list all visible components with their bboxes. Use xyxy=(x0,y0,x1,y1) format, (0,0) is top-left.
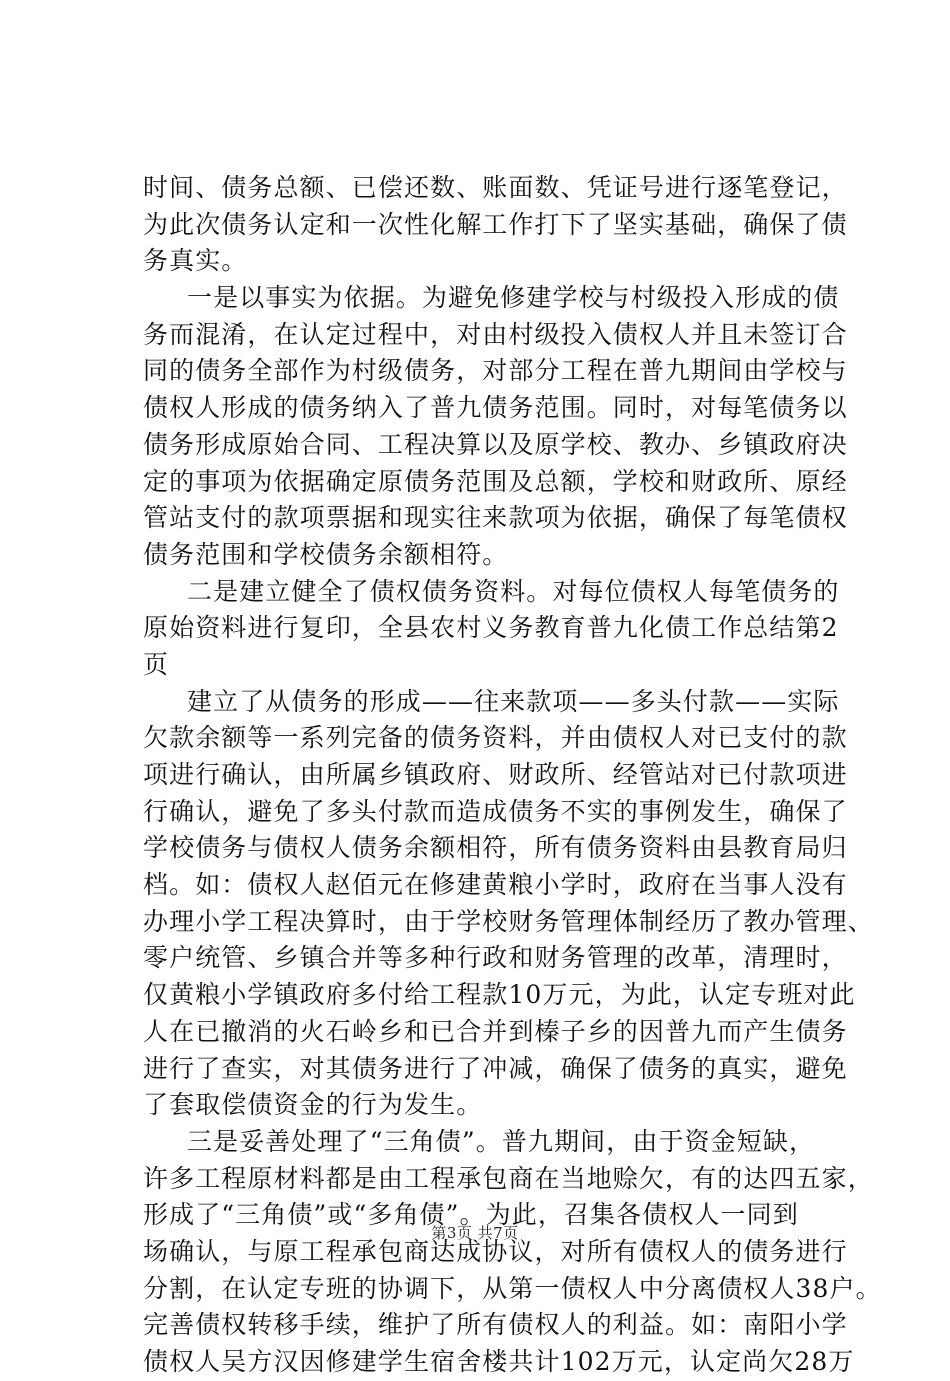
text-line: 务而混淆，在认定过程中，对由村级投入债权人并且未签订合 xyxy=(143,319,848,349)
text-line: 形成了“三角债”或“多角债”。为此，召集各债权人一同到 xyxy=(143,1200,799,1230)
paragraph-start-line: 一是以事实为依据。为避免修建学校与村级投入形成的债 xyxy=(187,283,840,313)
text-line: 原始资料进行复印，全县农村义务教育普九化债工作总结第2 xyxy=(143,613,839,643)
text-line: 管站支付的款项票据和现实往来款项为依据，确保了每笔债权 xyxy=(143,503,848,533)
paragraph-start-line: 三是妥善处理了“三角债”。普九期间，由于资金短缺， xyxy=(187,1126,816,1156)
paragraph-start-line: 二是建立健全了债权债务资料。对每位债权人每笔债务的 xyxy=(187,576,840,606)
text-line: 办理小学工程决算时，由于学校财务管理体制经历了教办管理、 xyxy=(143,906,874,936)
text-line: 仅黄粮小学镇政府多付给工程款10万元，为此，认定专班对此 xyxy=(143,980,856,1010)
text-line: 进行了查实，对其债务进行了冲减，确保了债务的真实，避免 xyxy=(143,1053,848,1083)
text-line: 分割，在认定专班的协调下，从第一债权人中分离债权人38户。 xyxy=(143,1273,882,1303)
text-line: 债权人吴方汉因修建学生宿舍楼共计102万元，认定尚欠28万 xyxy=(143,1347,855,1376)
text-line: 行确认，避免了多头付款而造成债务不实的事例发生，确保了 xyxy=(143,796,848,826)
text-line: 定的事项为依据确定原债务范围及总额，学校和财政所、原经 xyxy=(143,466,848,496)
page-indicator: 第3页 共7页 xyxy=(431,1224,519,1242)
document-body xyxy=(143,170,882,1381)
text-line: 务真实。 xyxy=(143,246,248,276)
text-line: 人在已撤消的火石岭乡和已合并到榛子乡的因普九而产生债务 xyxy=(143,1016,848,1046)
text-line: 零户统管、乡镇合并等多种行政和财务管理的改革，清理时， xyxy=(143,943,848,973)
text-line: 档。如：债权人赵佰元在修建黄粮小学时，政府在当事人没有 xyxy=(143,870,848,900)
text-line: 为此次债务认定和一次性化解工作打下了坚实基础，确保了债 xyxy=(143,209,848,239)
text-line: 页 xyxy=(143,649,170,679)
text-line: 项进行确认，由所属乡镇政府、财政所、经管站对已付款项进 xyxy=(143,760,848,789)
text-line: 债权人形成的债务纳入了普九债务范围。同时，对每笔债务以 xyxy=(143,393,848,423)
text-line: 债务形成原始合同、工程决算以及原学校、教办、乡镇政府决 xyxy=(143,429,848,459)
paragraph-start-line: 建立了从债务的形成——往来款项——多头付款——实际 xyxy=(187,686,840,716)
text-line: 许多工程原材料都是由工程承包商在当地赊欠，有的达四五家， xyxy=(143,1163,874,1193)
text-line: 了套取偿债资金的行为发生。 xyxy=(143,1090,483,1120)
text-line: 学校债务与债权人债务余额相符，所有债务资料由县教育局归 xyxy=(143,833,848,863)
text-line: 欠款余额等一系列完备的债务资料，并由债权人对已支付的款 xyxy=(143,723,848,753)
text-line: 债务范围和学校债务余额相符。 xyxy=(143,539,509,569)
text-line: 同的债务全部作为村级债务，对部分工程在普九期间由学校与 xyxy=(143,356,848,386)
text-line: 场确认，与原工程承包商达成协议，对所有债权人的债务进行 xyxy=(143,1236,848,1266)
text-line: 时间、债务总额、已偿还数、账面数、凭证号进行逐笔登记， xyxy=(143,173,848,202)
text-line: 完善债权转移手续，维护了所有债权人的利益。如：南阳小学 xyxy=(143,1310,848,1340)
